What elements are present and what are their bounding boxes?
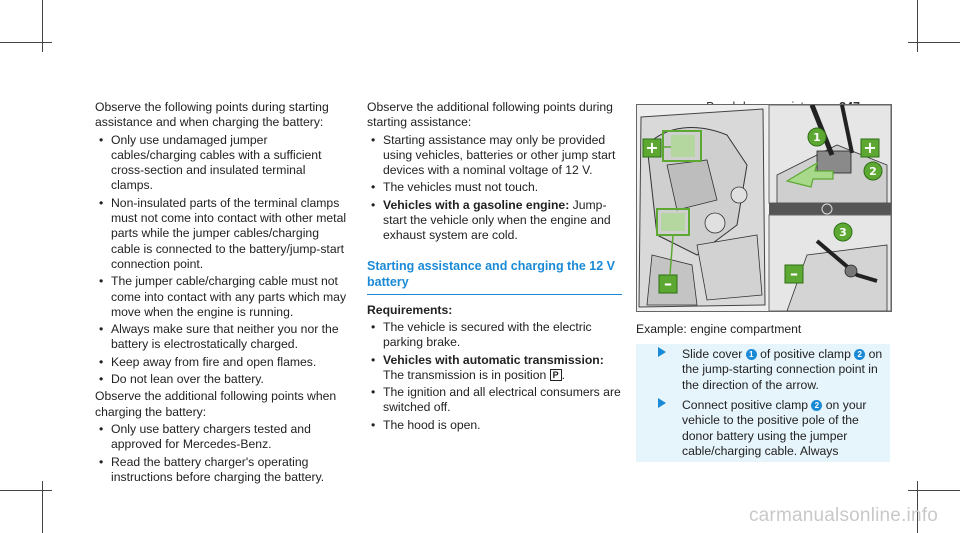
gasoline-label: Vehicles with a gasoline engine: [383, 197, 570, 212]
park-gear-symbol: P [550, 369, 562, 381]
instruction-step-2 [636, 395, 890, 462]
col1-intro2: Observe the additional following points when charging the battery: [95, 389, 337, 419]
crop-mark [42, 481, 43, 533]
col1-bullet-list [95, 133, 350, 388]
step-text-part: on your vehicle to the positive pole of the donor battery using the jumper cable/charging cable. Always [682, 398, 867, 458]
auto-transmission-text: The transmission is in position [383, 367, 547, 382]
engine-compartment-figure [636, 104, 892, 312]
list-item: • The vehicle is secured with the electric parking brake. [367, 320, 622, 351]
callout-3: 3 [839, 226, 847, 239]
column-2 [367, 100, 622, 435]
list-item: • The vehicles must not touch. [367, 180, 622, 195]
list-item [367, 353, 622, 384]
list-item: • Non-insulated parts of the terminal clamps must not come into contact with other metal parts while the jumper cables/charging cable is connected to the battery/jump-start connection point. [95, 196, 350, 272]
list-item [367, 198, 622, 244]
section-title: Starting assistance and charging the 12 V battery [367, 258, 622, 295]
requirements-list [367, 320, 622, 433]
requirements-label: Requirements: [367, 302, 453, 317]
auto-transmission-label: Vehicles with automatic transmission: [383, 352, 604, 367]
engine-illustration [637, 105, 891, 311]
crop-mark [908, 42, 960, 43]
instruction-step-1 [636, 344, 890, 396]
crop-mark [0, 42, 52, 43]
step-text [682, 344, 890, 396]
crop-mark [0, 490, 52, 491]
list-item: • The jumper cable/charging cable must not come into contact with any parts which may move when the engine is running. [95, 274, 350, 320]
gasoline-text: Jump-start the vehicle only when the engine and exhaust system are cold. [383, 197, 611, 243]
minus-badge-right: – [790, 264, 798, 283]
crop-mark [42, 0, 43, 52]
callout-number: 2 [854, 349, 865, 360]
list-item: • The hood is open. [367, 418, 622, 433]
crop-mark [917, 0, 918, 52]
step-arrow-icon [658, 398, 666, 408]
step-arrow-icon [658, 347, 666, 357]
callout-1: 1 [813, 131, 821, 144]
callout-2: 2 [869, 165, 877, 178]
step-text [682, 395, 890, 462]
watermark: carmanualsonline.info [748, 505, 938, 526]
step-text-part: on the jump-starting connection point in the direction of the arrow. [682, 347, 883, 392]
auto-transmission-end: . [561, 367, 566, 382]
list-item: • Starting assistance may only be provided using vehicles, batteries or other jump start devices with a nominal voltage of 12 V. [367, 133, 622, 179]
list-item: • Keep away from fire and open flames. [95, 355, 350, 370]
column-1 [95, 100, 350, 487]
callout-number: 2 [811, 400, 822, 411]
step-text-part: Slide cover [682, 347, 743, 361]
minus-badge-left: – [664, 274, 672, 293]
figure-caption: Example: engine compartment [636, 322, 802, 336]
list-item: • Always make sure that neither you nor the battery is electrostatically charged. [95, 322, 350, 353]
col2-intro: Observe the additional following points during starting assistance: [367, 100, 613, 130]
plus-badge-right: + [863, 138, 877, 157]
list-item: • Do not lean over the battery. [95, 372, 350, 387]
crop-mark [908, 490, 960, 491]
list-item: • The ignition and all electrical consumers are switched off. [367, 385, 622, 416]
step-text-part: of positive clamp [760, 347, 851, 361]
list-item: • Read the battery charger's operating instructions before charging the battery. [95, 455, 350, 486]
list-item: • Only use undamaged jumper cables/charging cables with a sufficient cross-section and insulated terminal clamps. [95, 133, 350, 194]
list-item: • Only use battery chargers tested and approved for Mercedes-Benz. [95, 422, 350, 453]
plus-badge-left: + [645, 138, 659, 157]
col1-bullet-list-2 [95, 422, 350, 485]
callout-number: 1 [746, 349, 757, 360]
step-text-part: Connect positive clamp [682, 398, 808, 412]
col1-intro: Observe the following points during starting assistance and when charging the battery: [95, 100, 329, 130]
col2-bullet-list [367, 133, 622, 244]
